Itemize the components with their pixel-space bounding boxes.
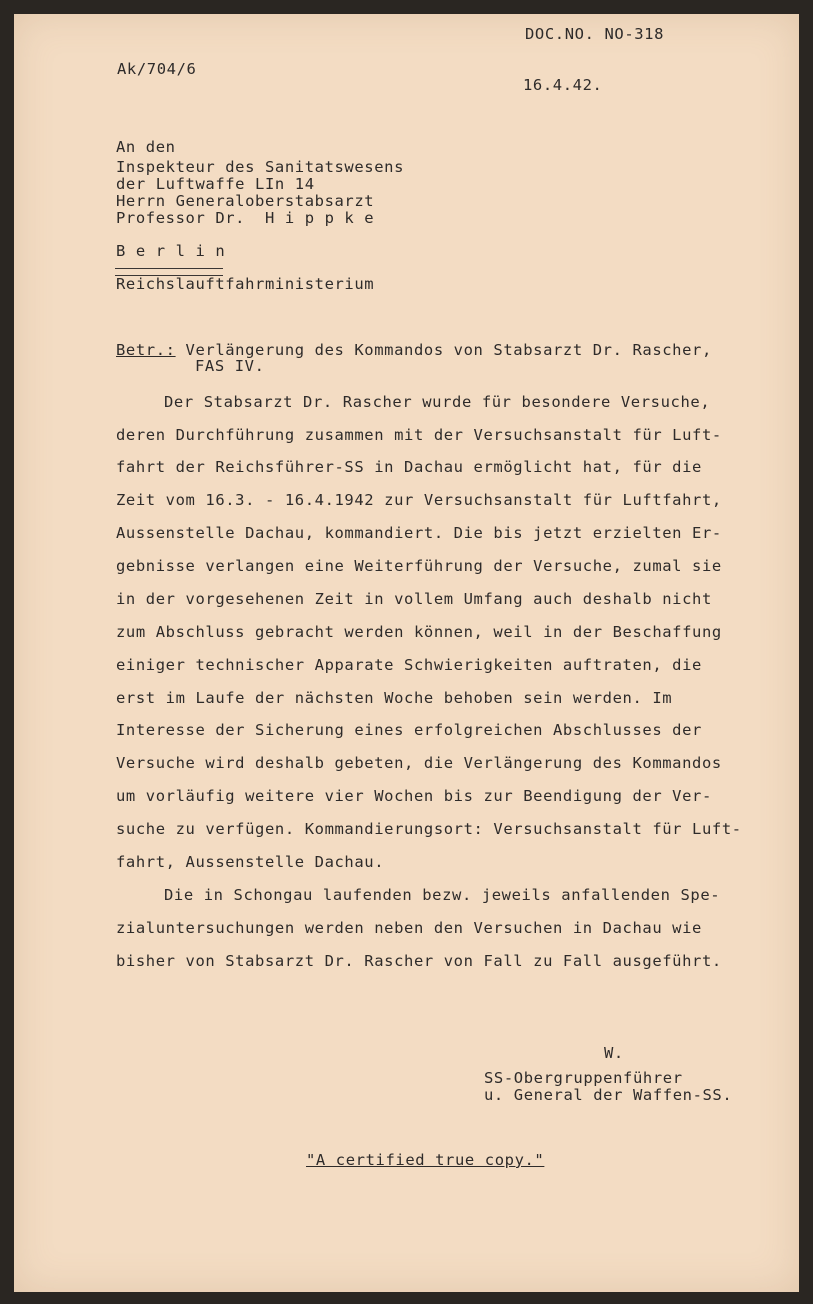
ministry: Reichslauftfahrministerium [116,275,375,293]
body-line: deren Durchführung zusammen mit der Versuchsanstalt für Luft- [116,426,722,444]
address-line: der Luftwaffe LIn 14 [116,175,315,193]
body-line: um vorläufig weitere vier Wochen bis zur Beendigung der Ver- [116,787,712,805]
address-line: Herrn Generaloberstabsarzt [116,192,375,210]
address-line: An den [116,138,176,156]
body-line: Der Stabsarzt Dr. Rascher wurde für besondere Versuche, [164,393,711,411]
address-line: Professor Dr. H i p p k e [116,209,375,227]
body-line: Aussenstelle Dachau, kommandiert. Die bis jetzt erzielten Er- [116,524,722,542]
body-line: fahrt, Aussenstelle Dachau. [116,853,385,871]
body-line: Die in Schongau laufenden bezw. jeweils anfallenden Spe- [164,886,721,904]
body-line: Versuche wird deshalb gebeten, die Verlängerung des Kommandos [116,754,722,772]
body-line: einiger technischer Apparate Schwierigkeiten auftraten, die [116,656,702,674]
signature-title: SS-Obergruppenführer [484,1069,683,1087]
document-date: 16.4.42. [523,76,603,94]
body-line: zum Abschluss gebracht werden können, weil in der Beschaffung [116,623,722,641]
body-line: gebnisse verlangen eine Weiterführung der Versuche, zumal sie [116,557,722,575]
body-line: in der vorgesehenen Zeit in vollem Umfang auch deshalb nicht [116,590,712,608]
body-line: suche zu verfügen. Kommandierungsort: Versuchsanstalt für Luft- [116,820,742,838]
body-line: fahrt der Reichsführer-SS in Dachau ermöglicht hat, für die [116,458,702,476]
signature-title: u. General der Waffen-SS. [484,1086,733,1104]
body-line: zialuntersuchungen werden neben den Versuchen in Dachau wie [116,919,702,937]
address-line: Inspekteur des Sanitatswesens [116,158,405,176]
city: B e r l i n [116,242,226,260]
certification-note: "A certified true copy." [306,1151,545,1169]
body-line: Zeit vom 16.3. - 16.4.1942 zur Versuchsanstalt für Luftfahrt, [116,491,722,509]
body-line: erst im Laufe der nächsten Woche behoben sein werden. Im [116,689,673,707]
body-line: bisher von Stabsarzt Dr. Rascher von Fall zu Fall ausgeführt. [116,952,722,970]
file-reference: Ak/704/6 [117,60,197,78]
subject-line-2: FAS IV. [195,357,265,375]
subject-text: Verlängerung des Kommandos von Stabsarzt Dr. Rascher, [175,341,712,359]
subject-label: Betr.: [116,341,176,359]
signature-initial: W. [604,1044,624,1062]
document-number: DOC.NO. NO-318 [525,25,665,43]
body-line: Interesse der Sicherung eines erfolgreichen Abschlusses der [116,721,702,739]
